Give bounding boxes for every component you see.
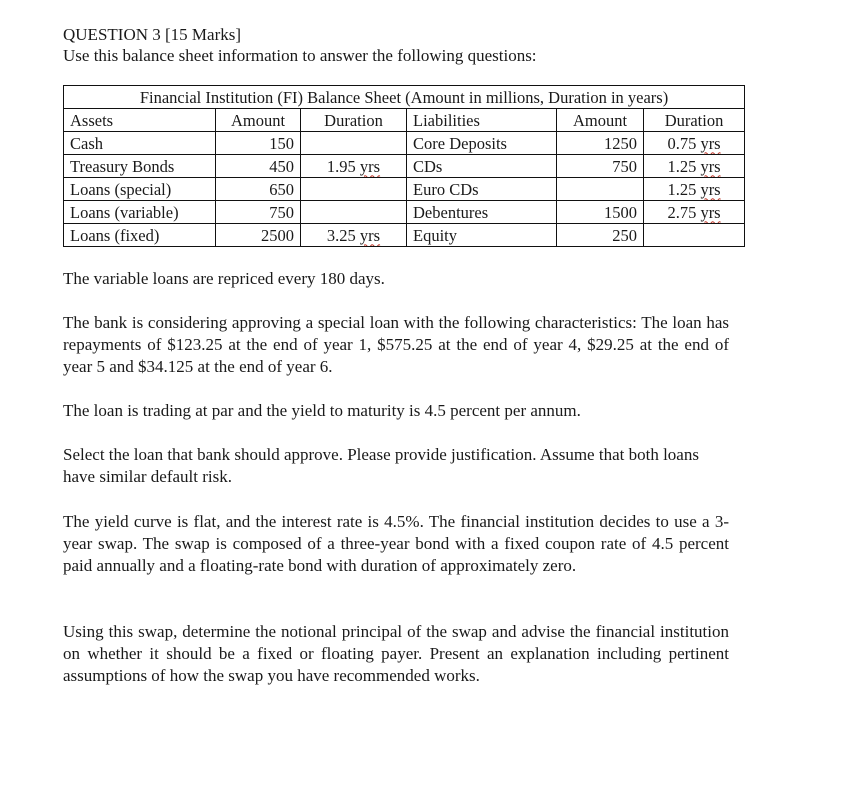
- liability-duration: [644, 224, 745, 247]
- liability-duration: 1.25 yrs: [644, 178, 745, 201]
- asset-duration: [301, 132, 407, 155]
- table-caption: Financial Institution (FI) Balance Sheet (Amount in millions, Duration in years): [64, 86, 745, 109]
- asset-duration: 1.95 yrs: [301, 155, 407, 178]
- asset-duration: [301, 178, 407, 201]
- header-asset-amount: Amount: [216, 109, 301, 132]
- asset-amount: 2500: [216, 224, 301, 247]
- table-caption-row: [64, 86, 745, 109]
- liability-amount: 1500: [557, 201, 644, 224]
- liability-name: Equity: [407, 224, 557, 247]
- liability-duration: 2.75 yrs: [644, 201, 745, 224]
- liability-amount: 250: [557, 224, 644, 247]
- question-title: QUESTION 3 [15 Marks]: [63, 25, 242, 44]
- table-header-row: [64, 109, 745, 132]
- table-row: [64, 201, 745, 224]
- asset-amount: 750: [216, 201, 301, 224]
- liability-name: Core Deposits: [407, 132, 557, 155]
- liability-name: Debentures: [407, 201, 557, 224]
- liability-duration: 1.25 yrs: [644, 155, 745, 178]
- asset-name: Loans (special): [64, 178, 216, 201]
- asset-amount: 150: [216, 132, 301, 155]
- liability-name: Euro CDs: [407, 178, 557, 201]
- asset-name: Cash: [64, 132, 216, 155]
- paragraph-select-loan: Select the loan that bank should approve. Please provide justification. Assume that both loans have similar default risk.: [63, 445, 699, 486]
- liability-amount: 1250: [557, 132, 644, 155]
- liability-duration: 0.75 yrs: [644, 132, 745, 155]
- balance-sheet-table: [63, 85, 745, 247]
- asset-name: Loans (variable): [64, 201, 216, 224]
- table-row: [64, 224, 745, 247]
- liability-name: CDs: [407, 155, 557, 178]
- header-liability-amount: Amount: [557, 109, 644, 132]
- header-liabilities: Liabilities: [407, 109, 557, 132]
- table-row: [64, 132, 745, 155]
- question-intro: Use this balance sheet information to answer the following questions:: [63, 46, 537, 65]
- asset-amount: 650: [216, 178, 301, 201]
- asset-amount: 450: [216, 155, 301, 178]
- asset-duration: 3.25 yrs: [301, 224, 407, 247]
- paragraph-swap-question: Using this swap, determine the notional principal of the swap and advise the financial institution on whether it should be a fixed or floating payer. Present an explanation including pertinent assumptions of how the swap you have recommended works.: [63, 622, 729, 685]
- paragraph-loan-yield: The loan is trading at par and the yield to maturity is 4.5 percent per annum.: [63, 401, 581, 420]
- asset-duration: [301, 201, 407, 224]
- header-asset-duration: Duration: [301, 109, 407, 132]
- liability-amount: 750: [557, 155, 644, 178]
- asset-name: Treasury Bonds: [64, 155, 216, 178]
- table-row: [64, 155, 745, 178]
- paragraph-repricing: The variable loans are repriced every 180 days.: [63, 269, 385, 288]
- header-liability-duration: Duration: [644, 109, 745, 132]
- header-assets: Assets: [64, 109, 216, 132]
- asset-name: Loans (fixed): [64, 224, 216, 247]
- table-row: [64, 178, 745, 201]
- liability-amount: [557, 178, 644, 201]
- paragraph-swap-setup: The yield curve is flat, and the interest rate is 4.5%. The financial institution decides to use a 3-year swap. The swap is composed of a three-year bond with a fixed coupon rate of 4.5 percent paid annually and a floating-rate bond with duration of approximately zero.: [63, 512, 729, 575]
- paragraph-special-loan: The bank is considering approving a special loan with the following characteristics: The loan has repayments of $123.25 at the end of year 1, $575.25 at the end of year 4, $29.25 at the end of year 5 and $34.125 at the end of year 6.: [63, 313, 729, 376]
